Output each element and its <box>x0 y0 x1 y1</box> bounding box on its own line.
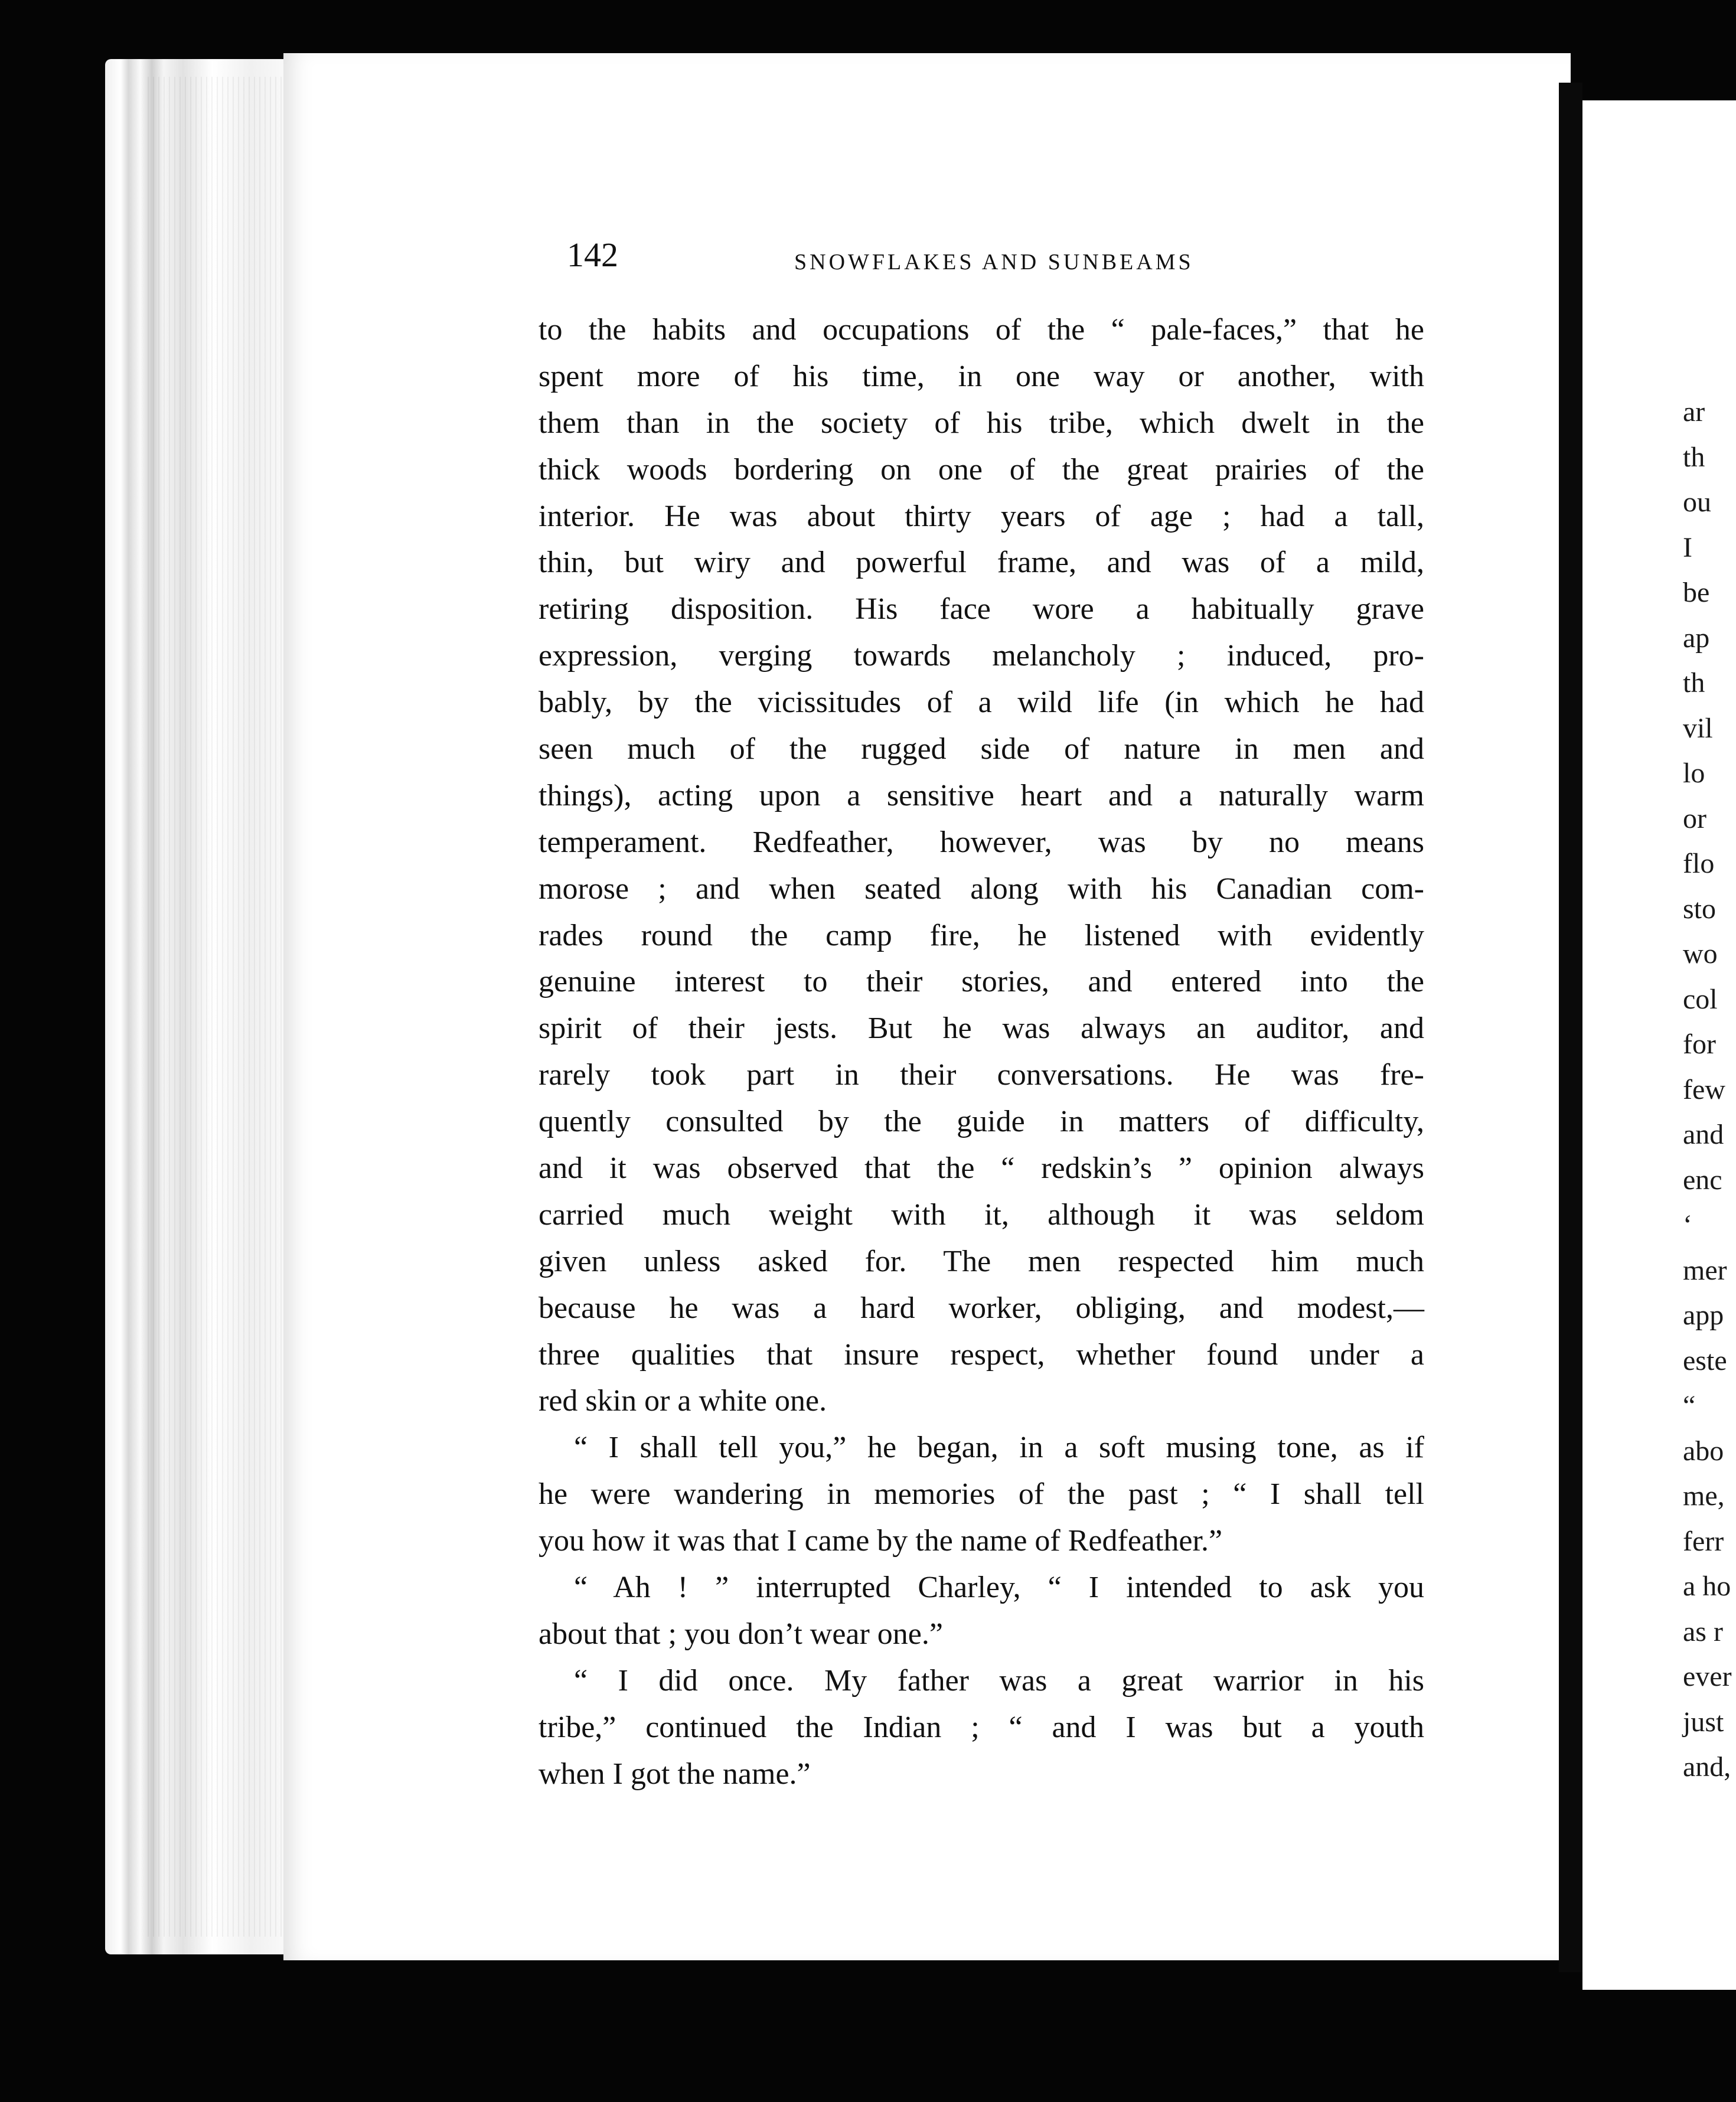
facing-text-fragment: for <box>1683 1029 1716 1060</box>
text-line: tribe,” continued the Indian ; “ and I was but a youth <box>539 1710 1424 1744</box>
page-number: 142 <box>567 236 618 274</box>
facing-text-fragment: just <box>1683 1706 1724 1738</box>
facing-text-fragment: and, <box>1683 1751 1731 1783</box>
text-line: red skin or a white one. <box>539 1384 827 1418</box>
running-head: SNOWFLAKES AND SUNBEAMS <box>794 250 1194 275</box>
facing-text-fragment: abo <box>1683 1435 1724 1467</box>
text-line: seen much of the rugged side of nature in men and <box>539 732 1424 766</box>
text-line: thin, but wiry and powerful frame, and was of a mild, <box>539 546 1424 580</box>
text-line: rades round the camp fire, he listened with evidently <box>539 918 1424 952</box>
facing-text-fragment: ar <box>1683 396 1705 427</box>
facing-text-fragment: este <box>1683 1344 1727 1376</box>
text-line: rarely took part in their conversations. He was fre- <box>539 1058 1424 1092</box>
facing-page-text <box>1683 390 1730 1790</box>
text-line: expression, verging towards melancholy ; induced, pro- <box>539 639 1424 673</box>
facing-text-fragment: th <box>1683 441 1705 473</box>
facing-text-fragment: be <box>1683 577 1710 608</box>
facing-text-fragment: app <box>1683 1300 1724 1331</box>
facing-text-fragment: col <box>1683 983 1718 1015</box>
facing-text-fragment: I <box>1683 531 1692 563</box>
text-line: quently consulted by the guide in matters of difficulty, <box>539 1105 1424 1139</box>
text-line: genuine interest to their stories, and entered into the <box>539 965 1424 999</box>
text-line: three qualities that insure respect, whether found under a <box>539 1337 1424 1372</box>
text-line: “ I did once. My father was a great warrior in his <box>574 1663 1424 1698</box>
facing-text-fragment: wo <box>1683 938 1718 970</box>
facing-text-fragment: ou <box>1683 487 1711 518</box>
text-line: morose ; and when seated along with his Canadian com- <box>539 872 1424 906</box>
text-line: “ Ah ! ” interrupted Charley, “ I intended to ask you <box>574 1571 1424 1605</box>
facing-text-fragment: ap <box>1683 622 1710 654</box>
text-line: them than in the society of his tribe, which dwelt in the <box>539 406 1424 440</box>
text-line: retiring disposition. His face wore a habitually grave <box>539 592 1424 626</box>
book-gutter <box>1559 83 1582 1972</box>
text-line: temperament. Redfeather, however, was by no means <box>539 825 1424 859</box>
text-line: things), acting upon a sensitive heart and a naturally warm <box>539 778 1424 812</box>
text-line: given unless asked for. The men respected him much <box>539 1244 1424 1278</box>
text-line: because he was a hard worker, obliging, and modest,— <box>539 1291 1424 1325</box>
facing-text-fragment: “ <box>1683 1390 1696 1421</box>
text-line: spirit of their jests. But he was always an auditor, and <box>539 1011 1424 1046</box>
text-line: and it was observed that the “ redskin’s ” opinion always <box>539 1151 1424 1186</box>
text-line: interior. He was about thirty years of age ; had a tall, <box>539 499 1424 533</box>
text-line: when I got the name.” <box>539 1757 811 1791</box>
body-text <box>539 307 1424 1798</box>
page-edge-lines <box>148 77 295 1937</box>
facing-text-fragment: and <box>1683 1119 1724 1150</box>
text-line: to the habits and occupations of the “ pale-faces,” that he <box>539 313 1424 347</box>
text-line: carried much weight with it, although it was seldom <box>539 1197 1424 1232</box>
text-line: about that ; you don’t wear one.” <box>539 1617 943 1651</box>
facing-text-fragment: a ho <box>1683 1571 1731 1602</box>
text-line: “ I shall tell you,” he began, in a soft musing tone, as if <box>574 1431 1424 1465</box>
facing-text-fragment: mer <box>1683 1254 1727 1286</box>
facing-text-fragment: ferr <box>1683 1525 1724 1557</box>
facing-text-fragment: vil <box>1683 712 1713 744</box>
text-line: bably, by the vicissitudes of a wild life (in which he had <box>539 686 1424 720</box>
facing-text-fragment: or <box>1683 802 1706 834</box>
text-line: you how it was that I came by the name of Redfeather.” <box>539 1524 1223 1558</box>
text-line: thick woods bordering on one of the great prairies of the <box>539 452 1424 487</box>
facing-text-fragment: enc <box>1683 1164 1722 1196</box>
facing-text-fragment: sto <box>1683 893 1717 925</box>
text-line: spent more of his time, in one way or another, with <box>539 359 1424 393</box>
facing-text-fragment: ever <box>1683 1661 1732 1692</box>
facing-text-fragment: as r <box>1683 1615 1723 1647</box>
facing-text-fragment: ‘ <box>1683 1209 1692 1241</box>
facing-text-fragment: flo <box>1683 848 1715 879</box>
facing-text-fragment: me, <box>1683 1480 1725 1512</box>
text-line: he were wandering in memories of the past ; “ I shall tell <box>539 1477 1424 1512</box>
facing-text-fragment: th <box>1683 667 1705 699</box>
facing-text-fragment: few <box>1683 1073 1725 1105</box>
facing-text-fragment: lo <box>1683 758 1705 789</box>
